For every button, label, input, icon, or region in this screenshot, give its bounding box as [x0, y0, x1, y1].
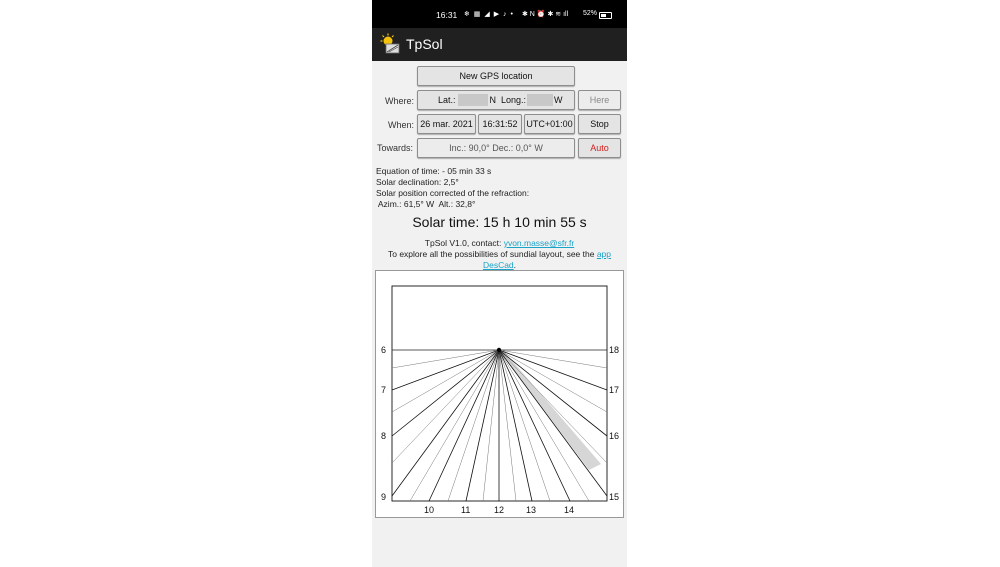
gnomon-foot — [497, 348, 501, 352]
hour-label-left-7: 7 — [381, 385, 387, 395]
time-field[interactable]: 16:31:52 — [478, 114, 522, 134]
lat-prefix: Lat.: — [438, 95, 456, 105]
where-label: Where: — [385, 96, 415, 106]
hour-label-right-16: 16 — [609, 431, 620, 441]
new-gps-location-button[interactable]: New GPS location — [417, 66, 575, 86]
long-prefix: Long.: — [501, 95, 527, 105]
long-hidden-value — [527, 94, 553, 106]
stop-button[interactable]: Stop — [578, 114, 621, 134]
credit-line-2 — [372, 249, 627, 260]
descad-link[interactable]: DesCad — [482, 260, 514, 270]
date-field[interactable]: 26 mar. 2021 — [417, 114, 476, 134]
refraction-note: Solar position corrected of the refraction: — [376, 188, 530, 198]
battery-icon — [599, 12, 612, 19]
towards-label: Towards: — [377, 143, 414, 153]
sun-cloud-icon — [379, 33, 401, 55]
status-icons-left: ❄ ▦ ◢ ▶ ♪ • — [464, 11, 514, 18]
lat-suffix: N — [489, 95, 497, 105]
lat-hidden-value — [458, 94, 488, 106]
timezone-field[interactable]: UTC+01:00 — [524, 114, 575, 134]
hour-label-bottom-13: 13 — [526, 505, 537, 515]
sundial-drawing — [375, 270, 624, 518]
hour-label-left-8: 8 — [381, 431, 387, 441]
hour-label-left-6: 6 — [381, 345, 387, 355]
app-title: TpSol — [406, 36, 443, 52]
solar-azimuth-altitude: Azim.: 61,5° W Alt.: 32,8° — [376, 199, 476, 209]
battery-percent: 52% — [583, 10, 598, 17]
equation-of-time: Equation of time: - 05 min 33 s — [376, 166, 492, 176]
credit-prefix: TpSol V1.0, contact: — [424, 238, 504, 248]
solar-time: Solar time: 15 h 10 min 55 s — [412, 214, 587, 230]
hour-label-bottom-10: 10 — [424, 505, 435, 515]
contact-email-link[interactable]: yvon.masse@sfr.fr — [503, 238, 575, 248]
hour-label-right-15: 15 — [609, 492, 620, 502]
status-time: 16:31 — [436, 10, 458, 20]
location-field[interactable] — [417, 90, 575, 110]
status-icons-right: ✱ N ⏰ ✱ ≋ ıll — [522, 11, 569, 18]
here-button[interactable]: Here — [578, 90, 621, 110]
hour-label-left-9: 9 — [381, 492, 387, 502]
hour-label-bottom-11: 11 — [461, 505, 471, 515]
solar-declination: Solar declination: 2,5° — [376, 177, 459, 187]
hour-label-bottom-14: 14 — [564, 505, 575, 515]
app-link[interactable]: app — [596, 249, 612, 259]
descad-text: To explore all the possibilities of sundial layout, see the — [387, 249, 597, 259]
hour-label-right-18: 18 — [609, 345, 620, 355]
long-suffix: W — [554, 95, 563, 105]
hour-label-bottom-12: 12 — [494, 505, 505, 515]
credit-period: . — [513, 260, 517, 270]
hour-label-right-17: 17 — [609, 385, 620, 395]
when-label: When: — [388, 120, 415, 130]
auto-button[interactable]: Auto — [578, 138, 621, 158]
orientation-field[interactable]: Inc.: 90,0° Dec.: 0,0° W — [417, 138, 575, 158]
credit-line-1 — [372, 238, 627, 249]
